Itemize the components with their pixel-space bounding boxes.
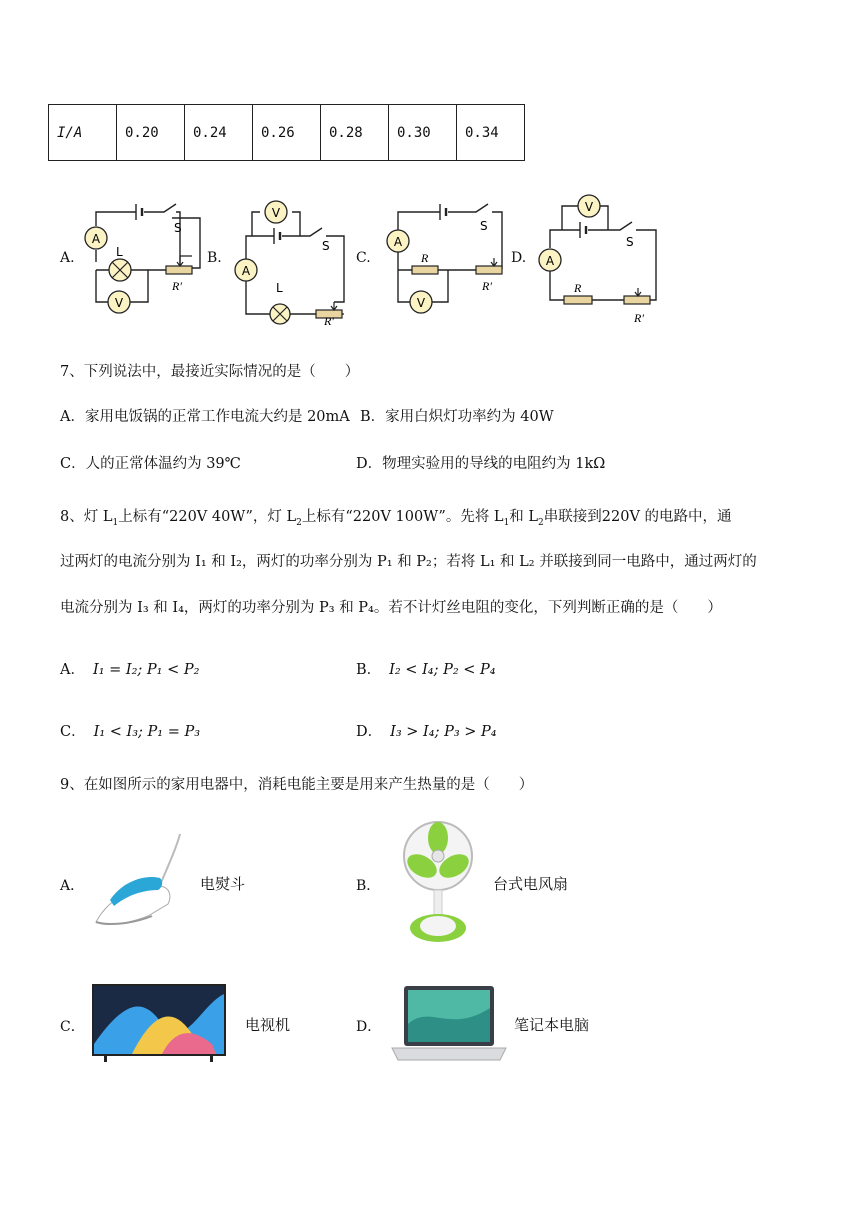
switch-label: S [174,221,182,235]
q8-text: 和 L [509,509,539,525]
rheostat-label: R′ [172,279,182,293]
q9-option-c-text: 电视机 [245,1016,291,1034]
q8-line-3: 电流分别为 I₃ 和 I₄，两灯的功率分别为 P₃ 和 P₄。若不计灯丝电阻的变化，下列判断正确的是（ ） [60,600,722,616]
q9-option-c-label: C． [60,1019,85,1035]
q8-text: 串联接到220V 的电路中，通 [543,509,732,525]
table-cell: 0.26 [253,105,321,161]
q7-option-d: D．物理实验用的导线的电阻约为 1kΩ [356,456,606,472]
table-cell: 0.28 [321,105,389,161]
table-row-label: I/A [49,105,117,161]
switch-label: S [626,235,634,249]
laptop-image [390,984,508,1064]
circuit-diagram-d [534,190,664,326]
q8-line-2: 过两灯的电流分别为 I₁ 和 I₂，两灯的功率分别为 P₁ 和 P₂；若将 L₁ 和 L₂ 并联接到同一电路中，通过两灯的 [60,554,757,570]
resistor-label: R [421,251,429,265]
option-label: B． [356,662,382,678]
switch-label: S [322,239,330,253]
q8-option-c-expr: I₁ < I₃; P₁ = P₃ [93,724,201,740]
q8-text: 上标有“220V 100W”。先将 L [301,509,504,525]
q8-option-a-expr: I₁ = I₂; P₁ < P₂ [92,662,200,678]
q9-option-b-text: 台式电风扇 [493,875,569,893]
q8-option-d-expr: I₃ > I₄; P₃ > P₄ [390,724,497,740]
ammeter-label: A [393,235,403,249]
ammeter-label: A [241,264,251,278]
ammeter-label: A [91,232,101,246]
ammeter-label: A [545,254,555,268]
rheostat-label: R′ [324,314,334,326]
q8-text: 8、灯 L [60,509,113,525]
rheostat-label: R′ [482,279,492,293]
q8-option-b-expr: I₂ < I₄; P₂ < P₄ [389,662,496,678]
q8-text: 上标有“220V 40W”，灯 L [118,509,297,525]
circuit-diagram-a [80,196,210,326]
voltmeter-label: V [416,296,426,310]
switch-label: S [480,219,488,233]
resistor-label: R [574,281,582,295]
q7-option-b: B．家用白炽灯功率约为 40W [360,409,554,425]
q9-option-b-label: B． [356,878,381,894]
current-table [48,104,525,161]
q9-option-d-text: 笔记本电脑 [514,1016,590,1034]
option-c-label: C. [356,250,371,266]
q8-line-1: 8、灯 $L_1$上标有“220V 40W”，灯 $L_2$上标有“220V 100W”。先将 $L_1$和 $L_2$串联接到220V 的电路中，通 [60,509,732,528]
table-row [49,105,525,161]
table-cell: 0.20 [117,105,185,161]
q8-option-d [356,720,497,741]
circuit-diagram-b [230,192,360,326]
q8-option-c [60,720,200,741]
q7-option-c: C．人的正常体温约为 39℃ [60,456,241,472]
option-label: A． [60,662,85,678]
table-cell: 0.30 [389,105,457,161]
q7-option-a: A．家用电饭锅的正常工作电流大约是 20mA [60,409,350,425]
table-cell: 0.24 [185,105,253,161]
q9-option-a-label: A． [60,878,85,894]
q8-option-a [60,658,199,679]
q9-option-a-text: 电熨斗 [200,875,246,893]
circuit-diagram-c [378,196,508,326]
fan-image [400,816,480,946]
television-image [92,984,226,1064]
option-label: C． [60,724,86,740]
voltmeter-label: V [114,296,124,310]
q9-option-d-label: D． [356,1019,382,1035]
lamp-label: L [116,245,123,259]
voltmeter-label: V [271,206,281,220]
q9-stem: 9、在如图所示的家用电器中，消耗电能主要是用来产生热量的是（ ） [60,777,534,793]
option-a-label: A. [60,250,75,266]
iron-image [88,830,188,932]
q7-stem: 7、下列说法中，最接近实际情况的是（ ） [60,364,360,380]
lamp-label: L [276,281,283,295]
option-label: D． [356,724,383,740]
voltmeter-label: V [584,200,594,214]
option-b-label: B. [207,250,222,266]
rheostat-label: R′ [634,311,644,325]
q8-option-b [356,658,496,679]
table-cell: 0.34 [457,105,525,161]
option-d-label: D. [511,250,527,266]
